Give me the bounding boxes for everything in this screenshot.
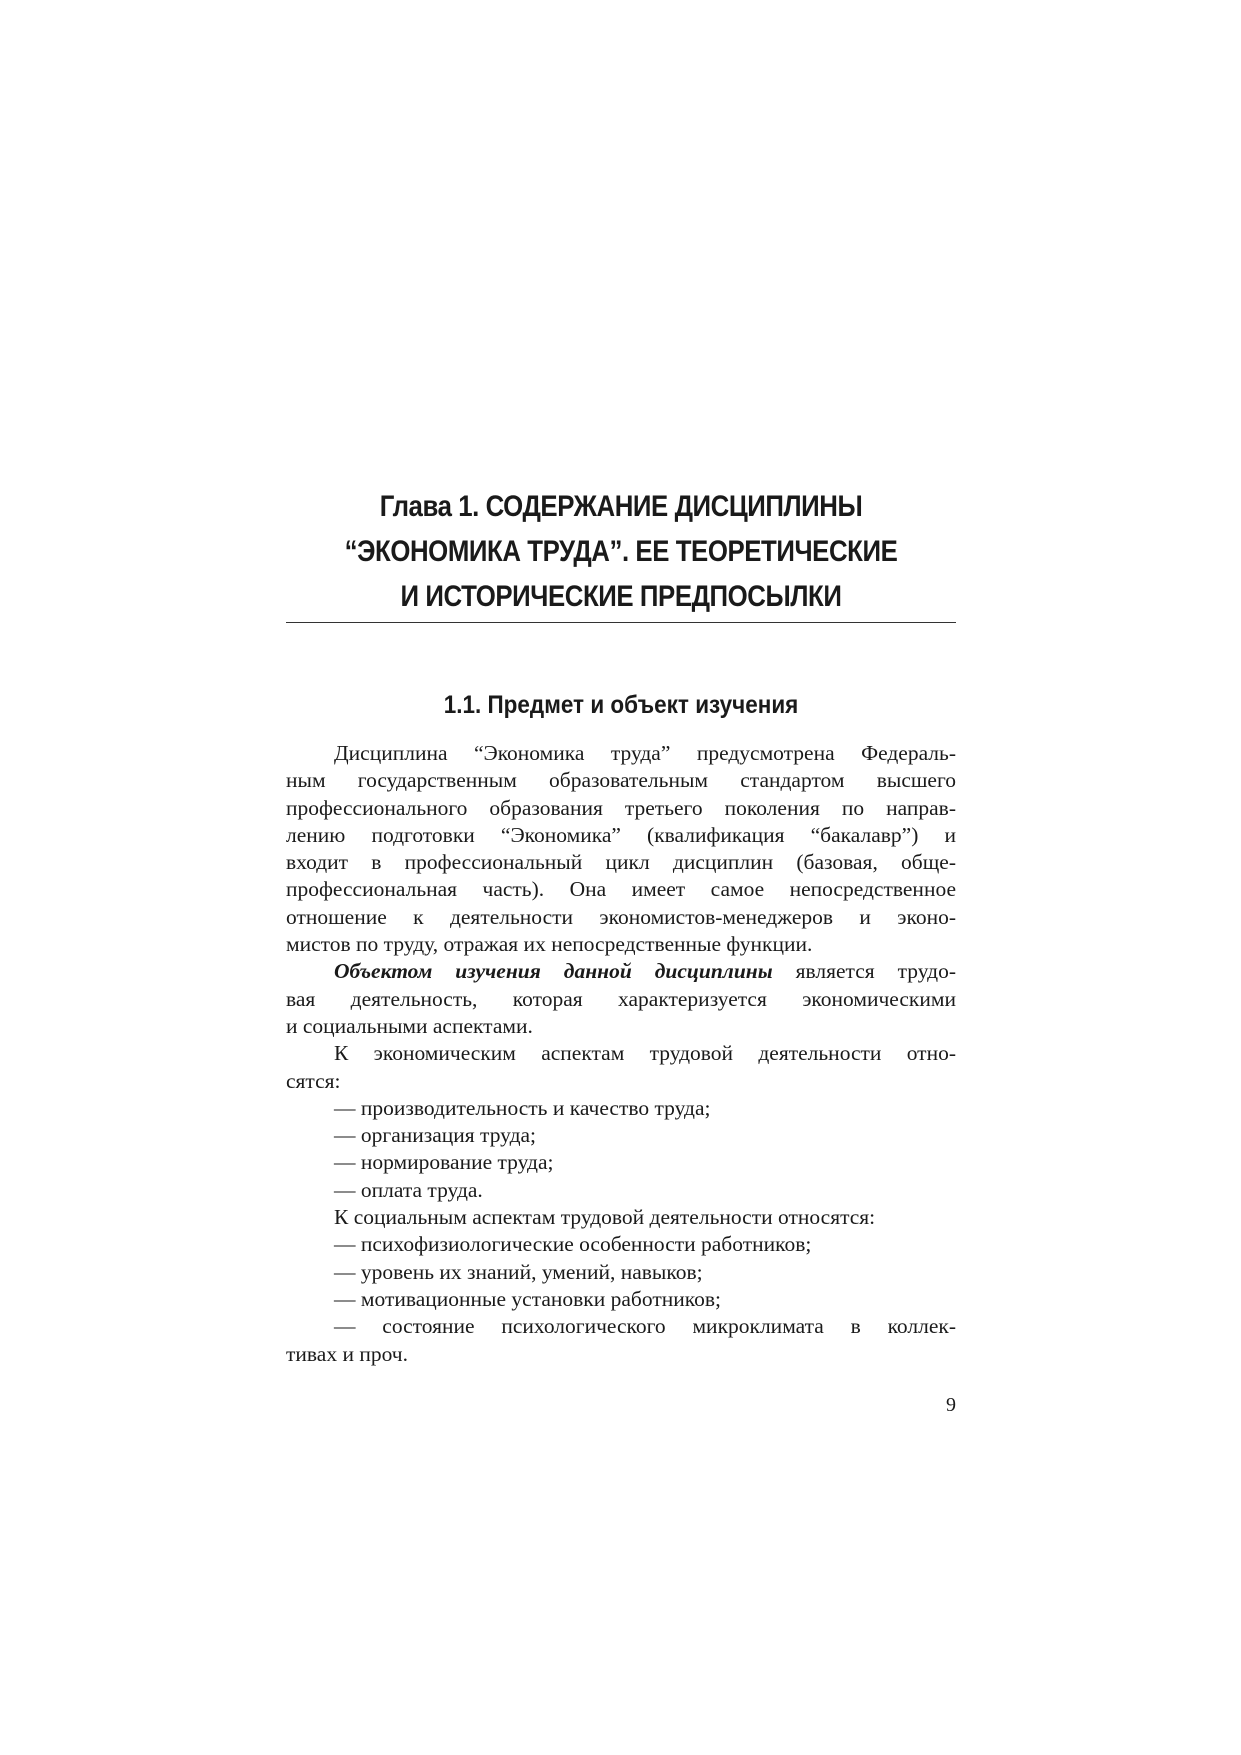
chapter-title <box>333 484 909 619</box>
social-list-item: — психофизиологические особенности работников; <box>334 1232 812 1257</box>
title-divider <box>286 622 956 623</box>
econ-list-item: — организация труда; <box>334 1123 537 1148</box>
object-of-study-emphasis: Объектом изучения данной дисциплины <box>334 959 773 984</box>
chapter-title-line-2: “ЭКОНОМИКА ТРУДА”. ЕЕ ТЕОРЕТИЧЕСКИЕ <box>344 535 898 568</box>
social-list-item: — уровень их знаний, умений, навыков; <box>334 1259 703 1284</box>
chapter-title-line-1: Глава 1. СОДЕРЖАНИЕ ДИСЦИПЛИНЫ <box>379 490 863 523</box>
p1-line-7: отношение к деятельности экономистов-менеджеров и эконо- <box>286 904 956 929</box>
section-title: 1.1. Предмет и объект изучения <box>443 691 799 719</box>
social-list-item: — мотивационные установки работников; <box>334 1286 721 1311</box>
p2-line-1 <box>286 958 956 985</box>
p2-line-1-rest: является трудо- <box>772 959 956 984</box>
social-list-item-last: — состояние психологического микроклимата в коллек- <box>334 1314 956 1339</box>
p1-line-1: Дисциплина “Экономика труда” предусмотрена Федераль- <box>334 741 956 765</box>
chapter-title-line-3: И ИСТОРИЧЕСКИЕ ПРЕДПОСЫЛКИ <box>400 580 842 613</box>
page-number: 9 <box>946 1394 956 1416</box>
p1-line-8: мистов по труду, отражая их непосредственные функции. <box>286 932 813 957</box>
p3-line-2: сятся: <box>286 1068 341 1093</box>
p1-line-6: профессиональная часть). Она имеет самое непосредственное <box>286 877 956 902</box>
p1-line-4: лению подготовки “Экономика” (квалификация “бакалавр”) и <box>286 822 956 847</box>
econ-list-item: — нормирование труда; <box>334 1150 554 1175</box>
econ-list-item: — оплата труда. <box>334 1177 483 1202</box>
p2-line-3: и социальными аспектами. <box>286 1013 533 1038</box>
p2-line-2: вая деятельность, которая характеризуется экономическими <box>286 986 956 1011</box>
body-text <box>286 740 956 1368</box>
p1-line-5: входит в профессиональный цикл дисциплин (базовая, обще- <box>286 850 956 875</box>
p1-line-3: профессионального образования третьего поколения по направ- <box>286 795 956 820</box>
p4-line: К социальным аспектам трудовой деятельности относятся: <box>334 1205 876 1230</box>
econ-list-item: — производительность и качество труда; <box>334 1095 711 1120</box>
p3-line-1: К экономическим аспектам трудовой деятельности отно- <box>334 1041 956 1066</box>
social-list-item-last-cont: тивах и проч. <box>286 1341 408 1366</box>
p1-line-2: ным государственным образовательным стандартом высшего <box>286 768 956 793</box>
